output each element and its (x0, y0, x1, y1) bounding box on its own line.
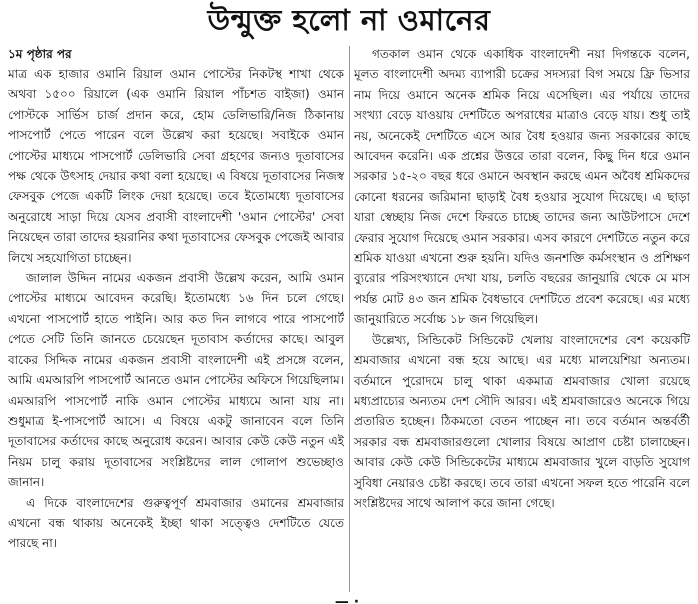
paragraph: মাত্র এক হাজার ওমানি রিয়াল ওমান পোস্টের নিকটস্থ শাখা থেকে অথবা ১৫০০ রিয়ালে (এক ওমানি রিয়াল পাঁচশত বাইজা) ওমান পোস্টকে সার্ভিস চার্জ প্রদান করে, হোম ডেলিভারি/নিজ ঠিকানায় পাসপোর্ট পেতে পারেন বলে উল্লেখ করা হয়েছে। সবাইকে ওমান পোস্টের মাধ্যমে পাসপোর্ট ডেলিভারি সেবা গ্রহণের জন্যও দূতাবাসের পক্ষ থেকে উৎসাহ দেয়ার কথা বলা হয়েছে। এ বিষয়ে দূতাবাসের নিজস্ব ফেসবুক পেজে একটি লিংক দেয়া হয়েছে। তবে ইতোমধ্যে দূতাবাসের অনুরোধে সাড়া দিয়ে যেসব প্রবাসী বাংলাদেশী 'ওমান পোস্টের' সেবা নিয়েছেন তারা তাদের হয়রানির কথা দূতাবাসের ফেসবুক পেজেই আবার লিখে সহযোগিতা চাচ্ছেন। (8, 67, 344, 265)
paragraph: গতকাল ওমান থেকে একাধিক বাংলাদেশী নয়া দিগন্তকে বলেন, মূলত বাংলাদেশী অদম্য ব্যাপারী চক্রের সদস্যরা বিগ সময়ে ফ্রি ভিসার নাম দিয়ে ওমানে অনেক শ্রমিক নিয়ে এসেছিল। এর পর্যায়ে তাদের সংখ্যা বেড়ে যাওয়ায় দেশটিতে অপরাধের মাত্রাও বেড়ে যায়। শুধু তাই নয়, অনেকেই দেশটিতে এসে আর বৈধ হওয়ার জন্য সরকারের কাছে আবেদন করেনি। এক প্রশ্নের উত্তরে তারা বলেন, কিছু দিন ধরে ওমান সরকার ১৫-২০ বছর ধরে ওমানে অবস্থান করছে এমন অবৈধ শ্রমিকদের কোনো ধরনের জরিমানা ছাড়াই বৈধ হওয়ার সুযোগ দিয়েছে। এ ছাড়া যারা স্বেচ্ছায় নিজ দেশে ফিরতে চাচ্ছে তাদের জন্য আউটপাসে দেশে ফেরার সুযোগ দিয়েছে ওমান সরকার। এসব কারণে দেশটিতে নতুন করে শ্রমিক যাওয়া এখনো শুরু হয়নি। যদিও জনশক্তি কর্মসংস্থান ও প্রশিক্ষণ ব্যুরোর পরিসংখ্যানে দেখা যায়, চলতি বছরের জানুয়ারি থেকে মে মাস পর্যন্ত মোট ৪৩ জন শ্রমিক বৈধভাবে দেশটিতে প্রবেশ করেছে। এর মধ্যে জানুয়ারিতে সর্বোচ্চ ১৮ জন গিয়েছিল। (354, 47, 690, 327)
left-column (8, 44, 344, 600)
article-body (8, 44, 690, 600)
paragraph: জালাল উদ্দিন নামের একজন প্রবাসী উল্লেখ করেন, আমি ওমান পোস্টের মাধ্যমে আবেদন করেছি। ইতোমধ্যে ১৬ দিন চলে গেছে। এখনো পাসপোর্ট হাতে পাইনি। আর কত দিন লাগবে পারে পাসপোর্ট পেতে সেটি তিনি জানতে চেয়েছেন দূতাবাস কর্তাদের কাছে। আবুল বাকের সিদ্দিক নামের একজন প্রবাসী বাংলাদেশী এই প্রসঙ্গে বলেন, আমি এমআরপি পাসপোর্ট আনতে ওমান পোস্টের অফিসে গিয়েছিলাম। এমআরপি পাসপোর্ট নাকি ওমান পোস্টের মাধ্যমে আনা যায় না। শুধুমাত্র ই-পাসপোর্ট আসে। এ বিষয়ে একটু জানাবেন বলে তিনি দূতাবাসের কর্তাদের কাছে অনুরোধ করেন। আবার কেউ কেউ নতুন এই নিয়ম চালু করায় দূতাবাসের সংশ্লিষ্টদের লাল গোলাপ শুভেচ্ছাও জানান। (8, 271, 344, 490)
continued-label: ১ম পৃষ্ঠার পর (8, 47, 72, 61)
paragraph: এ দিকে বাংলাদেশের গুরুত্বপূর্ণ শ্রমবাজার ওমানের শ্রমবাজার এখনো বন্ধ থাকায় অনেকেই ইচ্ছা থাকা সত্ত্বেও দেশটিতে যেতে পারছে না। (8, 495, 344, 551)
paragraph: উল্লেখ্য, সিন্ডিকেট সিন্ডিকেট খেলায় বাংলাদেশের বেশ কয়েকটি শ্রমবাজার এখনো বন্ধ হয়ে আছে। এর মধ্যে মালয়েশিয়া অন্যতম। বর্তমানে পুরোদমে চালু থাকা একমাত্র শ্রমবাজার খোলা রয়েছে মধ্যপ্রাচ্যের অন্যতম দেশ সৌদি আরব। এই শ্রমবাজারেও অনেকে গিয়ে প্রতারিত হচ্ছেন। ঠিকমতো বেতন পাচ্ছেন না। তবে বর্তমান অন্তর্বর্তী সরকার বন্ধ শ্রমবাজারগুলো খোলার বিষয়ে আপ্রাণ চেষ্টা চালাচ্ছেন। আবার কেউ কেউ সিন্ডিকেটের মাধ্যমে শ্রমবাজার খুলে বাড়তি সুযোগ সুবিধা নেয়ারও চেষ্টা করছে। তবে তারা এখনো সফল হতে পারেনি বলে সংশ্লিষ্টদের সাথে আলাপ করে জানা গেছে। (354, 332, 690, 510)
headline: উন্মুক্ত হলো না ওমানের (207, 3, 491, 37)
cut-off-text: — · (334, 594, 360, 604)
right-column (354, 44, 690, 600)
